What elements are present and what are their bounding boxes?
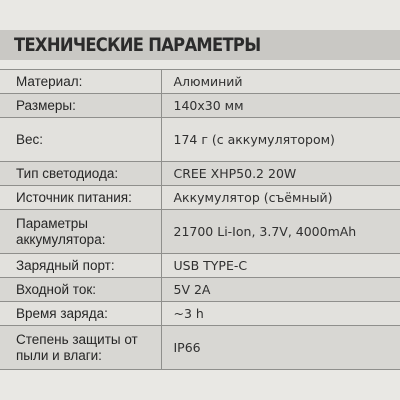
table-row bbox=[0, 210, 400, 254]
spec-label: Время заряда: bbox=[0, 302, 161, 326]
table-row bbox=[0, 94, 400, 118]
spec-value: USB TYPE-C bbox=[161, 254, 400, 278]
spec-value: ~3 h bbox=[161, 302, 400, 326]
table-row bbox=[0, 278, 400, 302]
page-title: ТЕХНИЧЕСКИЕ ПАРАМЕТРЫ bbox=[14, 34, 261, 56]
table-row bbox=[0, 186, 400, 210]
table-row bbox=[0, 162, 400, 186]
table-row bbox=[0, 118, 400, 162]
spec-value: 140x30 мм bbox=[161, 94, 400, 118]
table-row bbox=[0, 254, 400, 278]
spec-value: 174 г (с аккумулятором) bbox=[161, 118, 400, 162]
spec-value: 5V 2A bbox=[161, 278, 400, 302]
table-row bbox=[0, 326, 400, 370]
table-row bbox=[0, 302, 400, 326]
spec-value: Аккумулятор (съёмный) bbox=[161, 186, 400, 210]
spec-label: Тип светодиода: bbox=[0, 162, 161, 186]
spec-table bbox=[0, 69, 400, 370]
table-row bbox=[0, 70, 400, 94]
spec-label: Параметры аккумулятора: bbox=[0, 210, 161, 254]
spec-label: Размеры: bbox=[0, 94, 161, 118]
spec-label: Входной ток: bbox=[0, 278, 161, 302]
spec-label: Материал: bbox=[0, 70, 161, 94]
spec-value: IP66 bbox=[161, 326, 400, 370]
spec-value: Алюминий bbox=[161, 70, 400, 94]
spec-label: Степень защиты от пыли и влаги: bbox=[0, 326, 161, 370]
spec-label: Источник питания: bbox=[0, 186, 161, 210]
spec-value: CREE XHP50.2 20W bbox=[161, 162, 400, 186]
spec-value: 21700 Li-Ion, 3.7V, 4000mAh bbox=[161, 210, 400, 254]
spec-label: Зарядный порт: bbox=[0, 254, 161, 278]
spec-label: Вес: bbox=[0, 118, 161, 162]
